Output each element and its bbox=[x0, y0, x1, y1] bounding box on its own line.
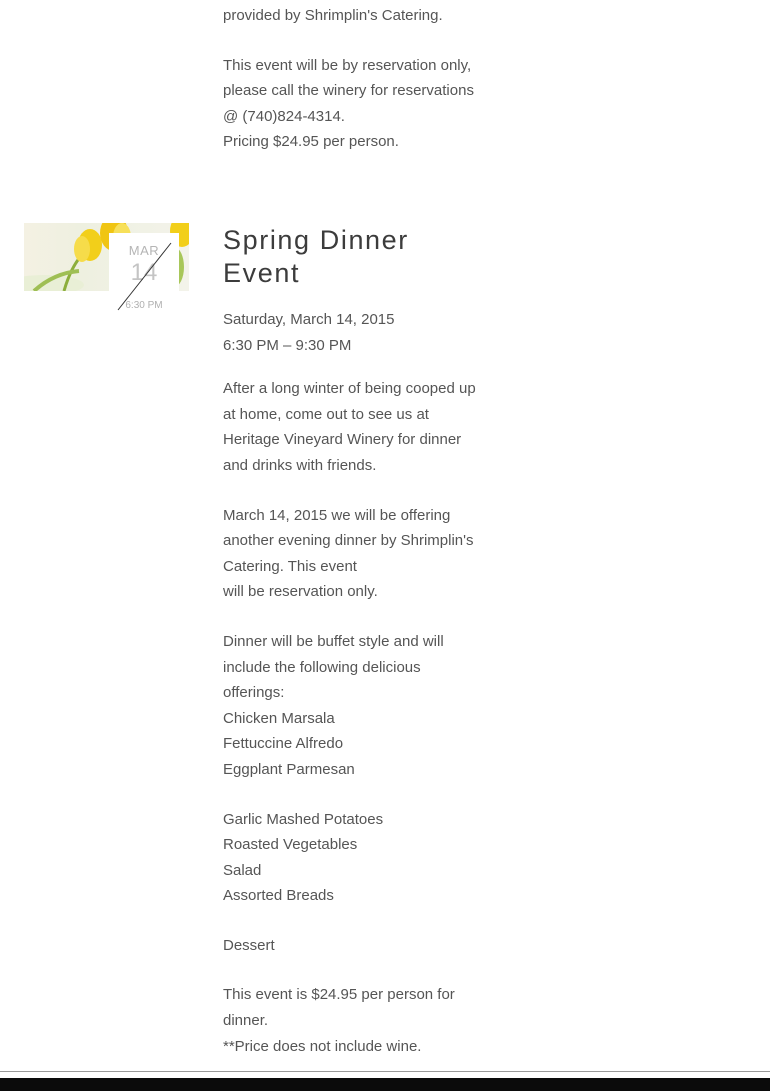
event-line: Dinner will be buffet style and will bbox=[223, 632, 444, 650]
event-details bbox=[223, 307, 503, 1059]
event-price: dinner. bbox=[223, 1012, 269, 1030]
menu-item: Chicken Marsala bbox=[223, 709, 335, 727]
event-price-note: **Price does not include wine. bbox=[223, 1037, 422, 1055]
event-line: and drinks with friends. bbox=[223, 456, 377, 474]
event-line: at home, come out to see us at bbox=[223, 405, 429, 423]
event-price: This event is $24.95 per person for bbox=[223, 986, 455, 1004]
event-line: After a long winter of being cooped up bbox=[223, 380, 476, 398]
menu-item: Dessert bbox=[223, 936, 275, 954]
prev-line: provided by Shrimplin's Catering. bbox=[223, 7, 443, 24]
menu-item: Eggplant Parmesan bbox=[223, 760, 355, 778]
date-month: MAR bbox=[128, 243, 160, 258]
event-line: Catering. This event bbox=[223, 557, 357, 575]
event-line: Heritage Vineyard Winery for dinner bbox=[223, 431, 462, 449]
menu-item: Roasted Vegetables bbox=[223, 836, 358, 854]
event-spacer bbox=[223, 479, 503, 503]
prev-spacer bbox=[223, 29, 503, 53]
event-line: offerings: bbox=[223, 684, 285, 702]
menu-item: Assorted Breads bbox=[223, 887, 334, 905]
event-title[interactable] bbox=[223, 224, 483, 290]
footer-divider bbox=[0, 1071, 770, 1072]
prev-line: please call the winery for reservations bbox=[223, 82, 474, 100]
menu-item: Salad bbox=[223, 861, 262, 879]
event-line: include the following delicious bbox=[223, 658, 421, 676]
menu-item: Fettuccine Alfredo bbox=[223, 735, 344, 753]
event-spacer bbox=[223, 958, 503, 982]
event-spacer bbox=[223, 605, 503, 629]
event-line: another evening dinner by Shrimplin's bbox=[223, 532, 474, 550]
event-title-line: Spring Dinner bbox=[223, 225, 409, 255]
event-spacer bbox=[223, 783, 503, 807]
date-badge-time: 6:30 PM bbox=[125, 300, 163, 311]
event-time: 6:30 PM – 9:30 PM bbox=[223, 336, 352, 354]
event-spacer bbox=[223, 909, 503, 933]
menu-item: Garlic Mashed Potatoes bbox=[223, 810, 384, 828]
event-title-line: Event bbox=[223, 258, 301, 288]
event-date: Saturday, March 14, 2015 bbox=[223, 311, 395, 328]
prev-line: This event will be by reservation only, bbox=[223, 56, 472, 74]
prev-line: @ (740)824-4314. bbox=[223, 107, 345, 125]
date-day: 14 bbox=[130, 259, 158, 286]
footer-bar bbox=[0, 1078, 770, 1091]
prev-line: Pricing $24.95 per person. bbox=[223, 133, 399, 151]
event-line: March 14, 2015 we will be offering bbox=[223, 506, 451, 524]
event-line: will be reservation only. bbox=[223, 583, 378, 601]
previous-event-description bbox=[223, 3, 503, 155]
event-spacer bbox=[223, 358, 503, 376]
